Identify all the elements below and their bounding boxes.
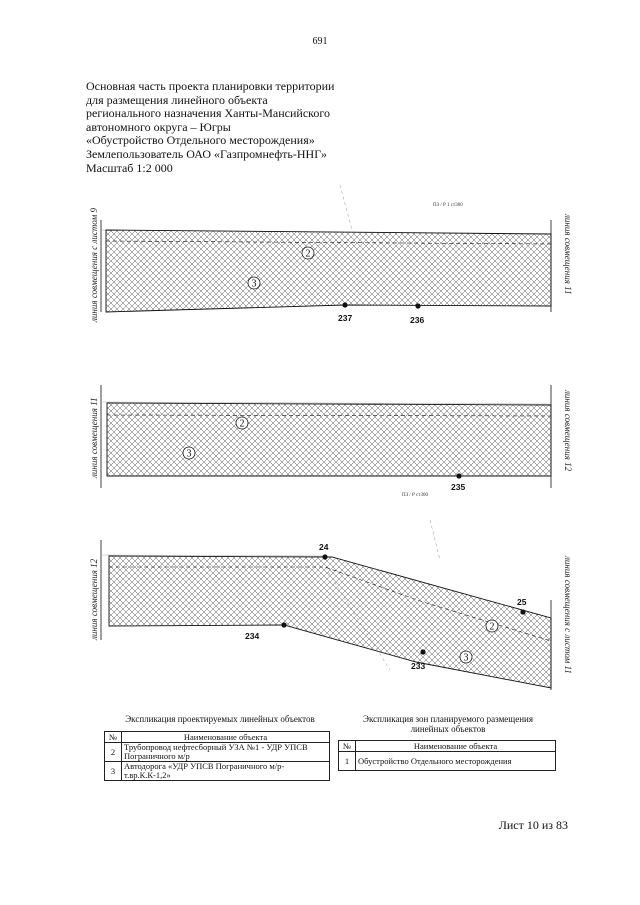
strip-1 — [89, 185, 573, 325]
survey-point — [456, 473, 461, 478]
elevation-mark: ПЗ / Р 1 ст300 — [433, 203, 463, 208]
survey-point — [415, 303, 420, 308]
match-line-right-label: линия совмещения 11 — [563, 214, 573, 295]
survey-point — [342, 302, 347, 307]
table-cell-name: Автодорога «УДР УПСВ Пограничного м/р-т.вр.К.К-1,2» — [122, 762, 330, 781]
match-line-right-label: линия совмещения с листом 11 — [563, 556, 573, 674]
table-cell-no: 1 — [339, 752, 356, 771]
table1 — [104, 731, 330, 781]
point-label: 25 — [517, 597, 527, 607]
point-label: 235 — [451, 482, 466, 492]
table1-header-name: Наименование объекта — [122, 732, 330, 743]
zone-hatch — [106, 230, 551, 312]
point-label: 234 — [245, 631, 260, 641]
page-number: 691 — [312, 36, 328, 47]
table-cell-name: Обустройство Отдельного месторождения — [356, 752, 556, 771]
table2-header-no: № — [339, 741, 356, 752]
zone-number: 3 — [463, 652, 469, 664]
table2 — [338, 740, 556, 771]
table-cell-name: Трубопровод нефтесборный УЗА №1 - УДР УПСВ Пограничного м/р — [122, 743, 330, 762]
point-label: 236 — [410, 315, 425, 325]
table1-caption: Экспликация проектируемых линейных объектов — [125, 714, 315, 724]
header-line: «Обустройство Отдельного месторождения» — [86, 133, 315, 148]
header-line: автономного округа – Югры — [86, 119, 231, 134]
match-line-left-label: линия совмещения 11 — [89, 397, 99, 478]
table-row — [105, 762, 330, 781]
match-line-right-label: линия совмещения 12 — [563, 390, 573, 472]
elevation-mark: ПЗ / Р ст300 — [402, 493, 428, 498]
zone-number: 3 — [186, 448, 192, 460]
table-cell-no: 2 — [105, 743, 122, 762]
dashed-line — [430, 520, 440, 560]
table2-caption: Экспликация зон планируемого размещения линейных объектов — [363, 714, 533, 734]
point-label: 237 — [338, 313, 353, 323]
strip-2 — [89, 385, 573, 498]
table-row — [339, 752, 556, 771]
strip-3 — [89, 520, 573, 690]
zone-hatch — [109, 556, 551, 688]
table1-header-no: № — [105, 732, 122, 743]
point-label: 233 — [411, 661, 426, 671]
survey-point — [322, 554, 327, 559]
survey-point — [520, 609, 525, 614]
zone-number: 2 — [239, 418, 245, 430]
header-line: Основная часть проекта планировки территории — [86, 79, 335, 93]
survey-point — [281, 622, 286, 627]
table-cell-no: 3 — [105, 762, 122, 781]
zone-number: 2 — [305, 248, 311, 260]
header-line: для размещения линейного объекта — [86, 92, 268, 107]
point-label: 24 — [319, 542, 329, 552]
header-line: Землепользователь ОАО «Газпромнефть-ННГ» — [86, 146, 327, 161]
dashed-line — [340, 185, 352, 230]
header-scale: Масштаб 1:2 000 — [86, 160, 173, 175]
table-row — [105, 743, 330, 762]
match-line-left-label: линия совмещения 12 — [89, 558, 99, 640]
match-line-left-label: линия совмещения с листом 9 — [89, 208, 99, 322]
zone-number: 3 — [251, 278, 257, 290]
table2-header-name: Наименование объекта — [356, 741, 556, 752]
sheet-footer: Лист 10 из 83 — [498, 818, 568, 832]
zone-hatch — [107, 403, 551, 476]
survey-point — [420, 649, 425, 654]
header-line: регионального назначения Ханты-Мансийского — [86, 106, 330, 121]
zone-number: 2 — [489, 621, 495, 633]
